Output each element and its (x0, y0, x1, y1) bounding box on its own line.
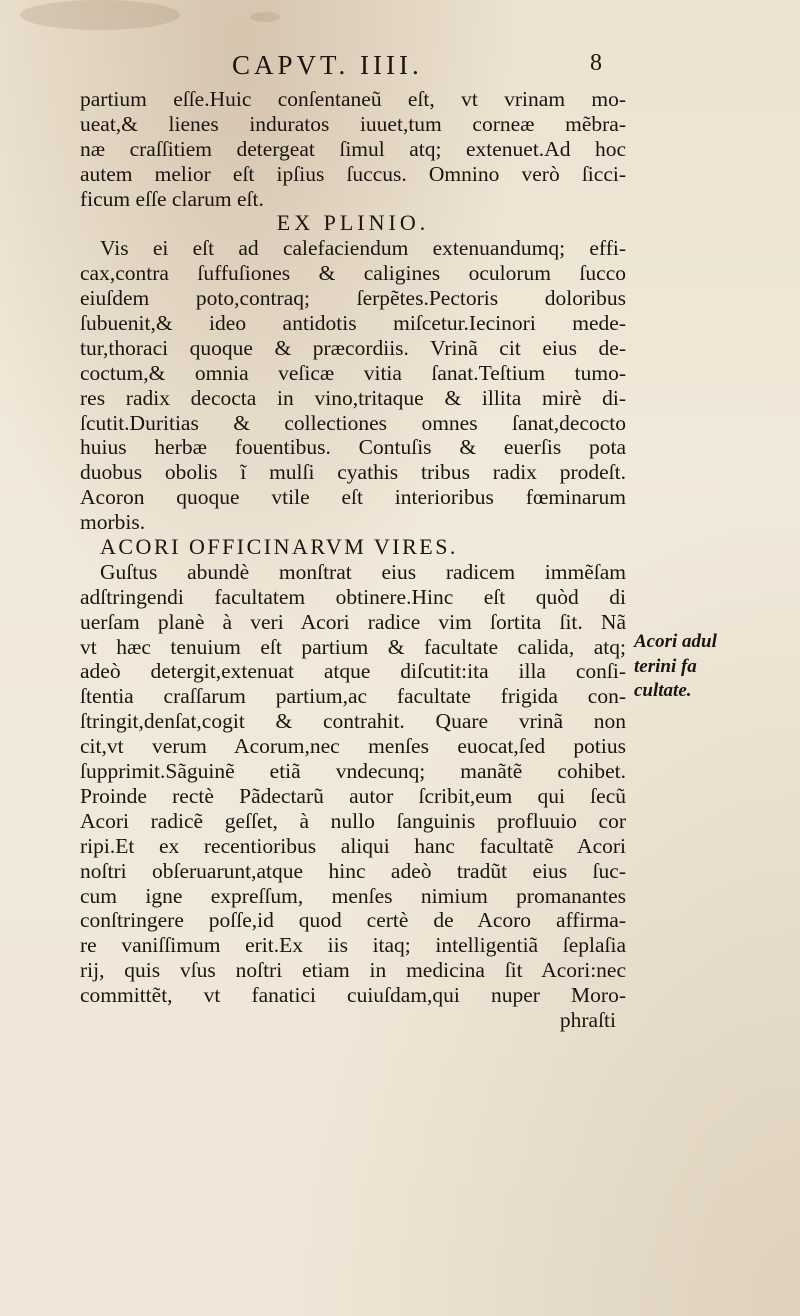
text-line: partium eſſe.Huic conſentaneũ eſt, vt vrinam mo- (80, 87, 626, 111)
text-line: noſtri obſeruarunt,atque hinc adeò tradũt eius ſuc- (80, 858, 626, 883)
text-line: huius herbæ fouentibus. Contuſis & euerſis pota (80, 435, 626, 460)
text-line: vt hæc tenuium eſt partium & facultate calida, atq; (80, 634, 626, 659)
text-line: Vis ei eſt ad calefaciendum extenuandumq; effi- (100, 236, 626, 261)
text-line: Acori radicẽ geſſet, à nullo ſanguinis profluuio cor (80, 808, 626, 833)
page-header (0, 44, 800, 84)
text-line: adeò detergit,extenuat atque diſcutit:ita illa conſi- (80, 659, 626, 684)
text-line: coctum,& omnia veſicæ vitia ſanat.Teſtium tumo- (80, 360, 626, 385)
text-line: uerſam planè à veri Acori radice vim ſortita ſit. Nã (80, 609, 626, 634)
text-line: conſtringere poſſe,id quod certè de Acoro affirma- (80, 908, 626, 933)
text-line: cax,contra ſuffuſiones & caligines oculorum ſucco (80, 261, 626, 286)
text-line: ficum eſſe clarum eſt. (80, 186, 264, 211)
text-line: ſubuenit,& ideo antidotis miſcetur.Iecinori mede- (80, 311, 626, 336)
text-line: eiuſdem poto,contraq; ſerpẽtes.Pectoris doloribus (80, 286, 626, 311)
text-line: adſtringendi facultatem obtinere.Hinc eſt quòd di (80, 584, 626, 609)
text-line: ſupprimit.Sãguinẽ etiã vndecunq; manãtẽ cohibet. (80, 759, 626, 784)
body-text (80, 87, 626, 1033)
text-line: ſtentia craſſarum partium,ac facultate frigida con- (80, 684, 626, 709)
text-line: næ craſſitiem detergeat ſimul atq; extenuet.Ad hoc (80, 136, 626, 161)
text-line: cit,vt verum Acorum,nec menſes euocat,ſed potius (80, 734, 626, 759)
text-line: autem melior eſt ipſius ſuccus. Omnino verò ſicci- (80, 161, 626, 186)
text-line: Acoron quoque vtile eſt interioribus fœminarum (80, 485, 626, 510)
text-line: ripi.Et ex recentioribus aliqui hanc facultatẽ Acori (80, 833, 626, 858)
catchword: phraſti (559, 1007, 616, 1032)
text-line: ſtringit,denſat,cogit & contrahit. Quare vrinã non (80, 709, 626, 734)
text-line: ueat,& lienes induratos iuuet,tum corneæ mẽbra- (80, 111, 626, 136)
text-line: Guſtus abundè monſtrat eius radicem immẽſam (100, 559, 626, 584)
text-line: re vaniſſimum erit.Ex iis itaq; intelligentiã ſeplaſia (80, 933, 626, 958)
text-line: morbis. (80, 510, 146, 535)
text-line: duobus obolis ĩ mulſi cyathis tribus radix prodeſt. (80, 460, 626, 485)
text-line: Proinde rectè Pãdectarũ autor ſcribit,eum qui ſecũ (80, 783, 626, 808)
running-head: CAPVT. IIII. (232, 50, 423, 80)
margin-note-line: cultate. (634, 680, 692, 701)
text-line: ſcutit.Duritias & collectiones omnes ſanat,decocto (80, 410, 626, 435)
text-line: cum igne expreſſum, menſes nimium promanantes (80, 883, 626, 908)
text-line: rij, quis vſus noſtri etiam in medicina ſit Acori:nec (80, 958, 626, 983)
text-line: res radix decocta in vino,tritaque & illita mirè di- (80, 385, 626, 410)
paper-stain (20, 0, 180, 30)
margin-note-line: terini fa (634, 655, 697, 677)
text-line: tur,thoraci quoque & præcordiis. Vrinã cit eius de- (80, 335, 626, 360)
text-line: committẽt, vt fanatici cuiuſdam,qui nuper Moro- (80, 983, 626, 1008)
paper-stain (250, 12, 280, 22)
margin-note-line: Acori adul (634, 631, 717, 652)
section-heading: EX PLINIO. (276, 210, 430, 236)
margin-note (634, 630, 774, 704)
section-heading: ACORI OFFICINARVM VIRES. (100, 534, 458, 560)
page-number: 8 (590, 50, 602, 76)
